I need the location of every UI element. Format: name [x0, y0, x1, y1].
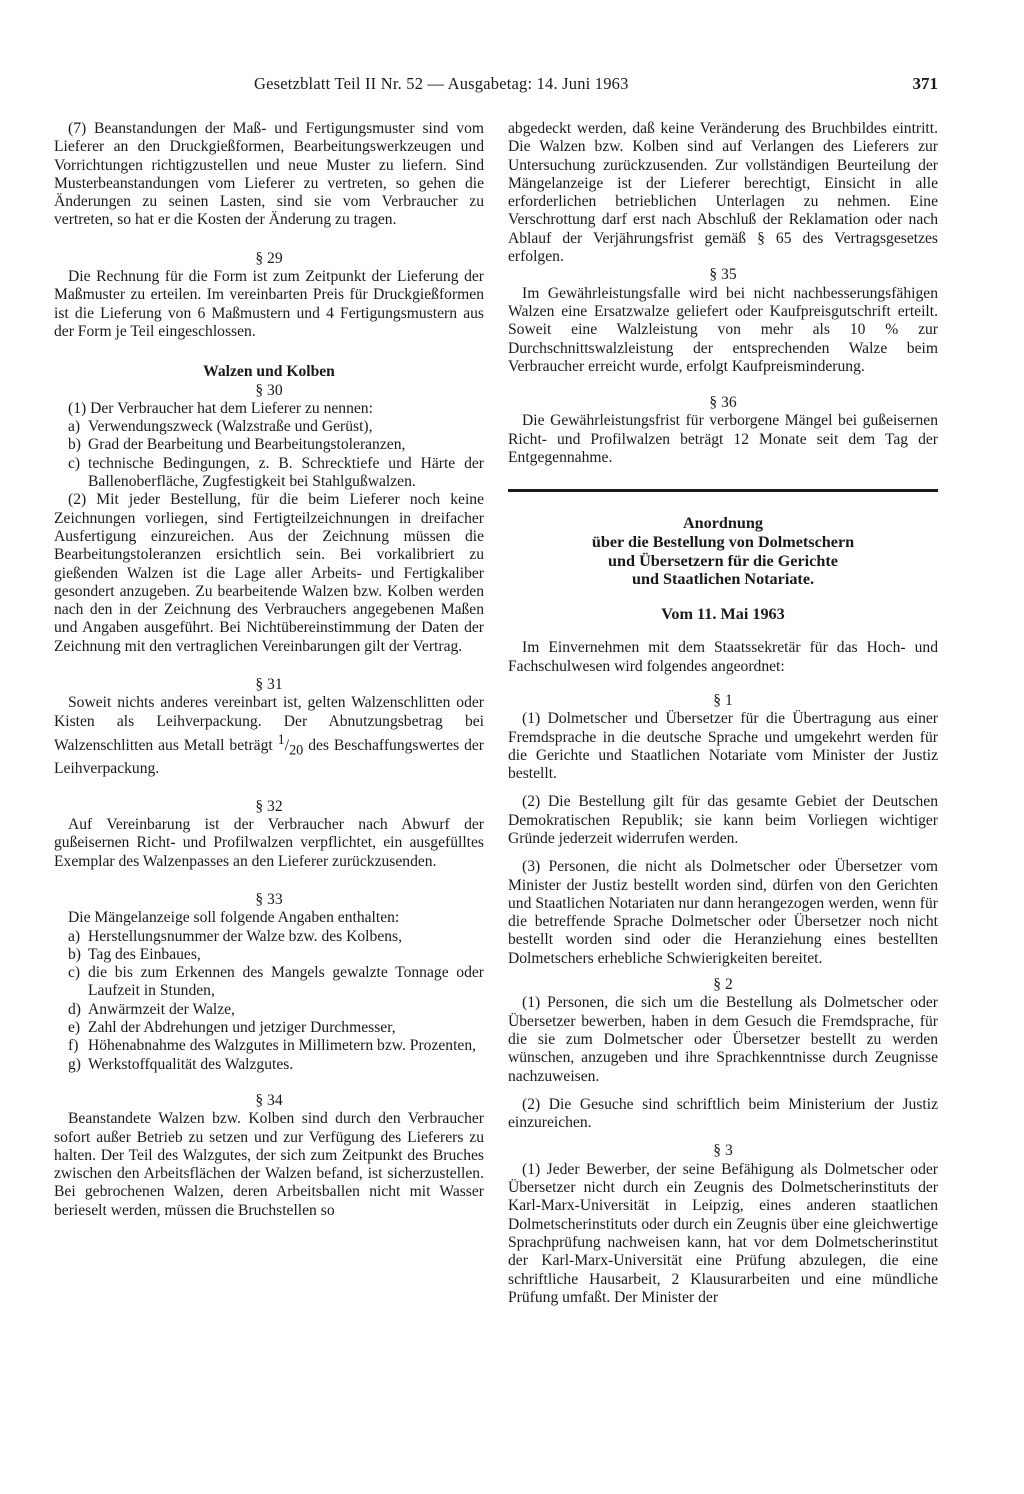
list-item-30-b: [54, 436, 484, 454]
anordnung-title: Anordnung: [682, 514, 764, 533]
header-title: Gesetzblatt Teil II Nr. 52 — Ausgabetag: 14. Juni 1963: [254, 74, 629, 93]
section-29-heading: § 29: [255, 249, 283, 267]
list-item-33-g: [54, 1056, 484, 1074]
list-text: Tag des Einbaues,: [88, 945, 201, 963]
page-header: [54, 74, 938, 98]
paragraph-36: Die Gewährleistungsfrist für verborgene Mängel bei gußeisernen Richt- und Profilwalzen beträgt 12 Monate seit dem Tag der Entgegennahme.: [508, 412, 938, 467]
list-text: Verwendungszweck (Walzstraße und Gerüst),: [88, 418, 373, 436]
anordnung-date: Vom 11. Mai 1963: [661, 604, 785, 623]
article-3-paragraph-1: (1) Jeder Bewerber, der seine Befähigung als Dolmetscher oder Übersetzer nicht durch ein Zeugnis des Dolmetscherinstituts der Karl-Marx-Universität in Leipzig, eines anderen staatlichen Dolmetscherinstituts oder durch ein Zeugnis über eine gleichwertige Sprachprüfung nachweisen kann, hat vor dem Dolmetscherinstitut der Karl-Marx-Universität eine Prüfung abzulegen, die eine schriftliche Hausarbeit, 2 Klausurarbeiten und eine mündliche Prüfung umfaßt. Der Minister der: [508, 1160, 938, 1306]
list-text: technische Bedingungen, z. B. Schrecktiefe und Härte der Ballenoberfläche, Zugfestigkeit bei Stahlgußwalzen.: [88, 454, 484, 491]
article-1-paragraph-3: (3) Personen, die nicht als Dolmetscher oder Übersetzer vom Minister der Justiz bestellt worden sind, dürfen von den Gerichten und Staatlichen Notariaten nur dann herangezogen werden, wenn für die betreffende Sprache Dolmetscher oder Übersetzer noch nicht bestellt worden sind oder die Heranziehung eines bestellten Dolmetschers erhebliche Schwierigkeiten bereitet.: [508, 858, 938, 967]
section-33-heading: § 33: [255, 890, 283, 908]
anordnung-subtitle-line-3: und Übersetzern für die Gerichte: [608, 551, 838, 570]
paragraph-35-percentage: 10 %: [849, 321, 899, 339]
list-text: die bis zum Erkennen des Mangels gewalzte Tonnage oder Laufzeit in Stunden,: [88, 964, 484, 1000]
paragraph-28-7: (7) Beanstandungen der Maß- und Fertigungsmuster sind vom Lieferer an den Druckgießformen, Bearbeitungswerkzeugen und Vorrichtungen richtigzustellen und neue Muster zu liefern. Sind Musterbeanstandungen vom Lieferer zu vertreten, so gehen die Änderungen zu seinen Lasten, sind sie vom Verbraucher zu vertreten, so hat er die Kosten der Änderung zu tragen.: [54, 120, 484, 229]
paragraph-35-text-b: zur Durchschnittswalzleistung der entsprechenden Walze beim Verbraucher erreicht wurde, erfolgt Kaufpreisminderung.: [508, 321, 938, 375]
list-label: a): [68, 418, 81, 436]
list-item-30-c: [54, 455, 484, 492]
paragraph-32: Auf Vereinbarung ist der Verbraucher nach Abwurf der gußeisernen Richt- und Profilwalzen verpflichtet, ein ausgefülltes Exemplar des Walzenpasses an den Lieferer zurückzusenden.: [54, 816, 484, 870]
list-text: Werkstoffqualität des Walzgutes.: [88, 1055, 294, 1073]
paragraph-29: Die Rechnung für die Form ist zum Zeitpunkt der Lieferung der Maßmuster zu erteilen. Im vereinbarten Preis für Druckgießformen ist die Lieferung von 6 Maßmustern und 4 Fertigungsmustern aus der Form je Teil eingeschlossen.: [54, 268, 484, 340]
anordnung-intro: Im Einvernehmen mit dem Staatssekretär für das Hoch- und Fachschulwesen wird folgendes angeordnet:: [508, 639, 938, 675]
article-2-paragraph-1: (1) Personen, die sich um die Bestellung als Dolmetscher oder Übersetzer bewerben, haben in dem Gesuch die Fremdsprache, für die sie zum Dolmetscher oder Übersetzer bestellt zu werden wünschen, anzugeben und ihre Sprachkenntnisse durch Zeugnisse nachzuweisen.: [508, 994, 938, 1085]
article-2-heading: § 2: [713, 976, 733, 994]
paragraph-31-text-a: Soweit nichts anderes vereinbart ist, gelten Walzenschlitten oder Kisten als Leihverpackung. Der Abnutzungsbetrag bei Walzenschlitten aus Metall beträgt: [54, 694, 484, 755]
anordnung-subtitle-line-4: und Staatlichen Notariate.: [631, 570, 815, 589]
article-1-paragraph-1: (1) Dolmetscher und Übersetzer für die Übertragung aus einer Fremdsprache in die deutsche Sprache und umgekehrt werden für die Gerichte und Staatlichen Notariate vom Minister der Justiz bestellt.: [508, 710, 938, 783]
paragraph-34: Beanstandete Walzen bzw. Kolben sind durch den Verbraucher sofort außer Betrieb zu setzen und zur Verfügung des Lieferers zu halten. Der Teil des Walzgutes, der sich zum Zeitpunkt des Bruches zwischen den Arbeitsflächen der Walzen befand, ist sicherzustellen. Bei gebrochenen Walzen, deren Arbeitsballen nicht mit Wasser berieselt werden, müssen die Bruchstellen so: [54, 1110, 484, 1219]
list-item-33-e: [54, 1019, 484, 1037]
list-text: Zahl der Abdrehungen und jetziger Durchmesser,: [88, 1019, 396, 1037]
paragraph-30-2: (2) Mit jeder Bestellung, für die beim Lieferer noch keine Zeichnungen vorliegen, sind Fertigteilzeichnungen in dreifacher Ausfertigung einzureichen. Aus der Zeichnung müssen die Bearbeitungstoleranzen ersichtlich sein. Bei vorkalibriert zu gießenden Walzen ist die Lage aller Arbeits- und Fertigkaliber gesondert anzugeben. Zu bearbeitende Walzen bzw. Kolben werden nach den in der Zeichnung des Verbrauchers angegebenen Maßen und Angaben ausgeführt. Bei Nichtübereinstimmung der Daten der Zeichnung mit den vertraglichen Vereinbarungen gilt der Vertrag.: [54, 491, 484, 655]
list-label: d): [68, 1000, 81, 1018]
list-label: b): [68, 945, 81, 963]
article-3-heading: § 3: [713, 1142, 733, 1160]
section-32-heading: § 32: [255, 797, 283, 815]
list-item-33-d: [54, 1001, 484, 1019]
page-number: 371: [912, 74, 938, 93]
section-36-heading: § 36: [709, 394, 737, 412]
heading-walzen-und-kolben: Walzen und Kolben: [203, 363, 335, 381]
section-30-heading: § 30: [255, 381, 283, 399]
list-item-33-c: [54, 964, 484, 1001]
paragraph-35: [508, 285, 938, 376]
list-label: g): [68, 1055, 81, 1073]
paragraph-34-continued: abgedeckt werden, daß keine Veränderung des Bruchbildes eintritt. Die Walzen bzw. Kolben sind auf Verlangen des Lieferers zur Untersuchung zurückzusenden. Zur vollständigen Beurteilung der Mängelanzeige ist der Lieferer berechtigt, Einsicht in alle erforderlichen betrieblichen Unterlagen zu nehmen. Eine Verschrottung darf erst nach Abschluß der Reklamation oder nach Ablauf der Verjährungsfrist gemäß § 65 des Vertragsgesetzes erfolgen.: [508, 120, 938, 266]
list-item-33-a: [54, 928, 484, 946]
article-1-heading: § 1: [713, 691, 733, 709]
list-text: Grad der Bearbeitung und Bearbeitungstoleranzen,: [88, 436, 406, 454]
list-item-33-f: [54, 1037, 484, 1055]
anordnung-subtitle-line-2: über die Bestellung von Dolmetschern: [591, 532, 855, 551]
list-label: c): [68, 454, 81, 472]
list-item-30-a: [54, 418, 484, 436]
section-35-heading: § 35: [709, 266, 737, 284]
paragraph-31: Soweit nichts anderes vereinbart ist, gelten Walzenschlitten oder Kisten als Leihverpackung. Der Abnutzungsbetrag bei Walzenschlitten aus Metall beträgt $^1/_{20}$ des Beschaffungswertes der Leihverpackung.: [54, 694, 484, 777]
fraction-numerator: 1: [277, 731, 285, 748]
paragraph-30-1: (1) Der Verbraucher hat dem Lieferer zu nennen:: [68, 399, 373, 417]
list-item-33-b: [54, 946, 484, 964]
list-label: e): [68, 1019, 81, 1037]
right-column: [508, 120, 938, 1307]
section-34-heading: § 34: [255, 1091, 283, 1109]
list-text: Anwärmzeit der Walze,: [88, 1000, 235, 1018]
list-text: Herstellungsnummer der Walze bzw. des Kolbens,: [88, 927, 402, 945]
article-2-paragraph-2: (2) Die Gesuche sind schriftlich beim Ministerium der Justiz einzureichen.: [508, 1095, 938, 1132]
list-text: Höhenabnahme des Walzgutes in Millimetern bzw. Prozenten,: [88, 1037, 477, 1055]
list-label: f): [68, 1037, 79, 1055]
paragraph-33: Die Mängelanzeige soll folgende Angaben enthalten:: [68, 909, 400, 927]
list-label: a): [68, 927, 81, 945]
section-31-heading: § 31: [255, 676, 283, 694]
list-label: c): [68, 964, 81, 982]
fraction-denominator: 20: [289, 742, 304, 759]
section-divider-rule: [508, 489, 938, 492]
list-label: b): [68, 436, 81, 454]
left-column: [54, 120, 484, 1220]
paragraph-35-text-a: Im Gewährleistungsfalle wird bei nicht nachbesserungsfähigen Walzen eine Ersatzwalze geliefert oder Kaufpreisgutschrift erteilt. Soweit eine Walzleistung von mehr als: [508, 284, 938, 339]
article-1-paragraph-2: (2) Die Bestellung gilt für das gesamte Gebiet der Deutschen Demokratischen Republik; sie kann beim Vorliegen wichtiger Gründe jederzeit widerrufen werden.: [508, 793, 938, 847]
paragraph-31-text-b: des Beschaffungswertes der Leihverpackung.: [54, 737, 484, 777]
